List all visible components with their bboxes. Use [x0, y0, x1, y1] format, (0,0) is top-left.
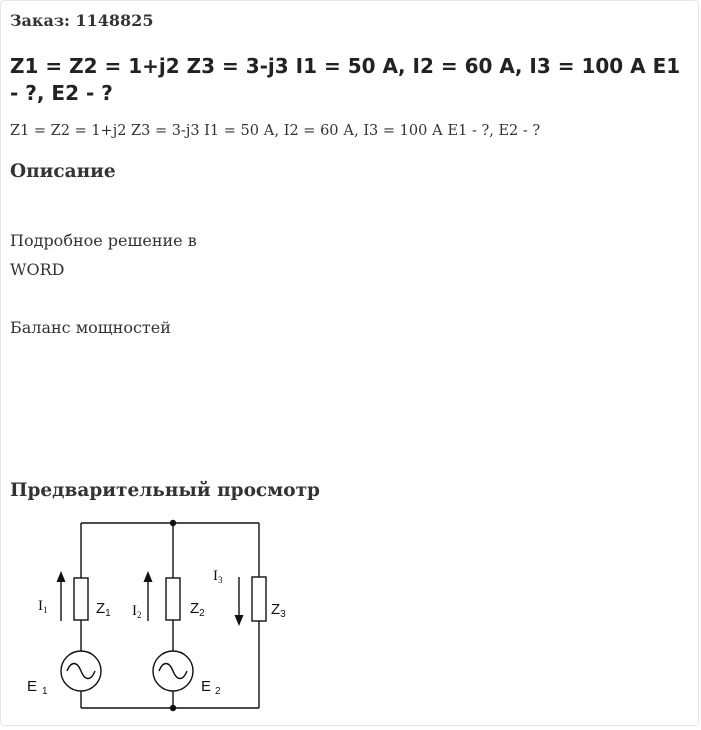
z1-resistor: [74, 578, 88, 620]
order-number: Заказ: 1148825: [10, 11, 154, 30]
task-heading: Z1 = Z2 = 1+j2 Z3 = 3-j3 I1 = 50 А, I2 = 60 А, I3 = 100 А E1 - ?, E2 - ?: [10, 54, 681, 105]
circuit-diagram: [21, 513, 311, 718]
sine-wave-icon: [159, 664, 187, 679]
i3-arrowhead-icon: [235, 615, 244, 626]
i1-arrowhead-icon: [57, 571, 66, 582]
z2-resistor: [166, 578, 180, 620]
i3-label: $I_3$: [213, 568, 223, 585]
e2-label: E $_2$: [201, 678, 221, 697]
preview-title: Предварительный просмотр: [10, 480, 320, 501]
e1-label: E $_1$: [27, 678, 48, 697]
i2-arrowhead-icon: [144, 571, 153, 582]
sine-wave-icon: [67, 664, 95, 679]
i1-label: $I_1$: [38, 598, 48, 615]
task-summary: Z1 = Z2 = 1+j2 Z3 = 3-j3 I1 = 50 А, I2 = 60 А, I3 = 100 А E1 - ?, E2 - ?: [10, 123, 541, 139]
top-node: [170, 520, 176, 526]
z1-label: $Z_1$: [96, 600, 111, 619]
z3-label: $Z_3$: [271, 601, 286, 620]
description-title: Описание: [10, 161, 116, 182]
description-body: [10, 226, 310, 342]
description-line: WORD: [10, 260, 65, 279]
bottom-node: [170, 705, 176, 711]
z3-resistor: [252, 577, 266, 621]
circuit-preview-image: [21, 513, 311, 718]
description-line: Баланс мощностей: [10, 318, 171, 337]
i2-label: $I_2$: [132, 603, 142, 620]
description-line: Подробное решение в: [10, 231, 197, 250]
z2-label: $Z_2$: [190, 600, 205, 619]
